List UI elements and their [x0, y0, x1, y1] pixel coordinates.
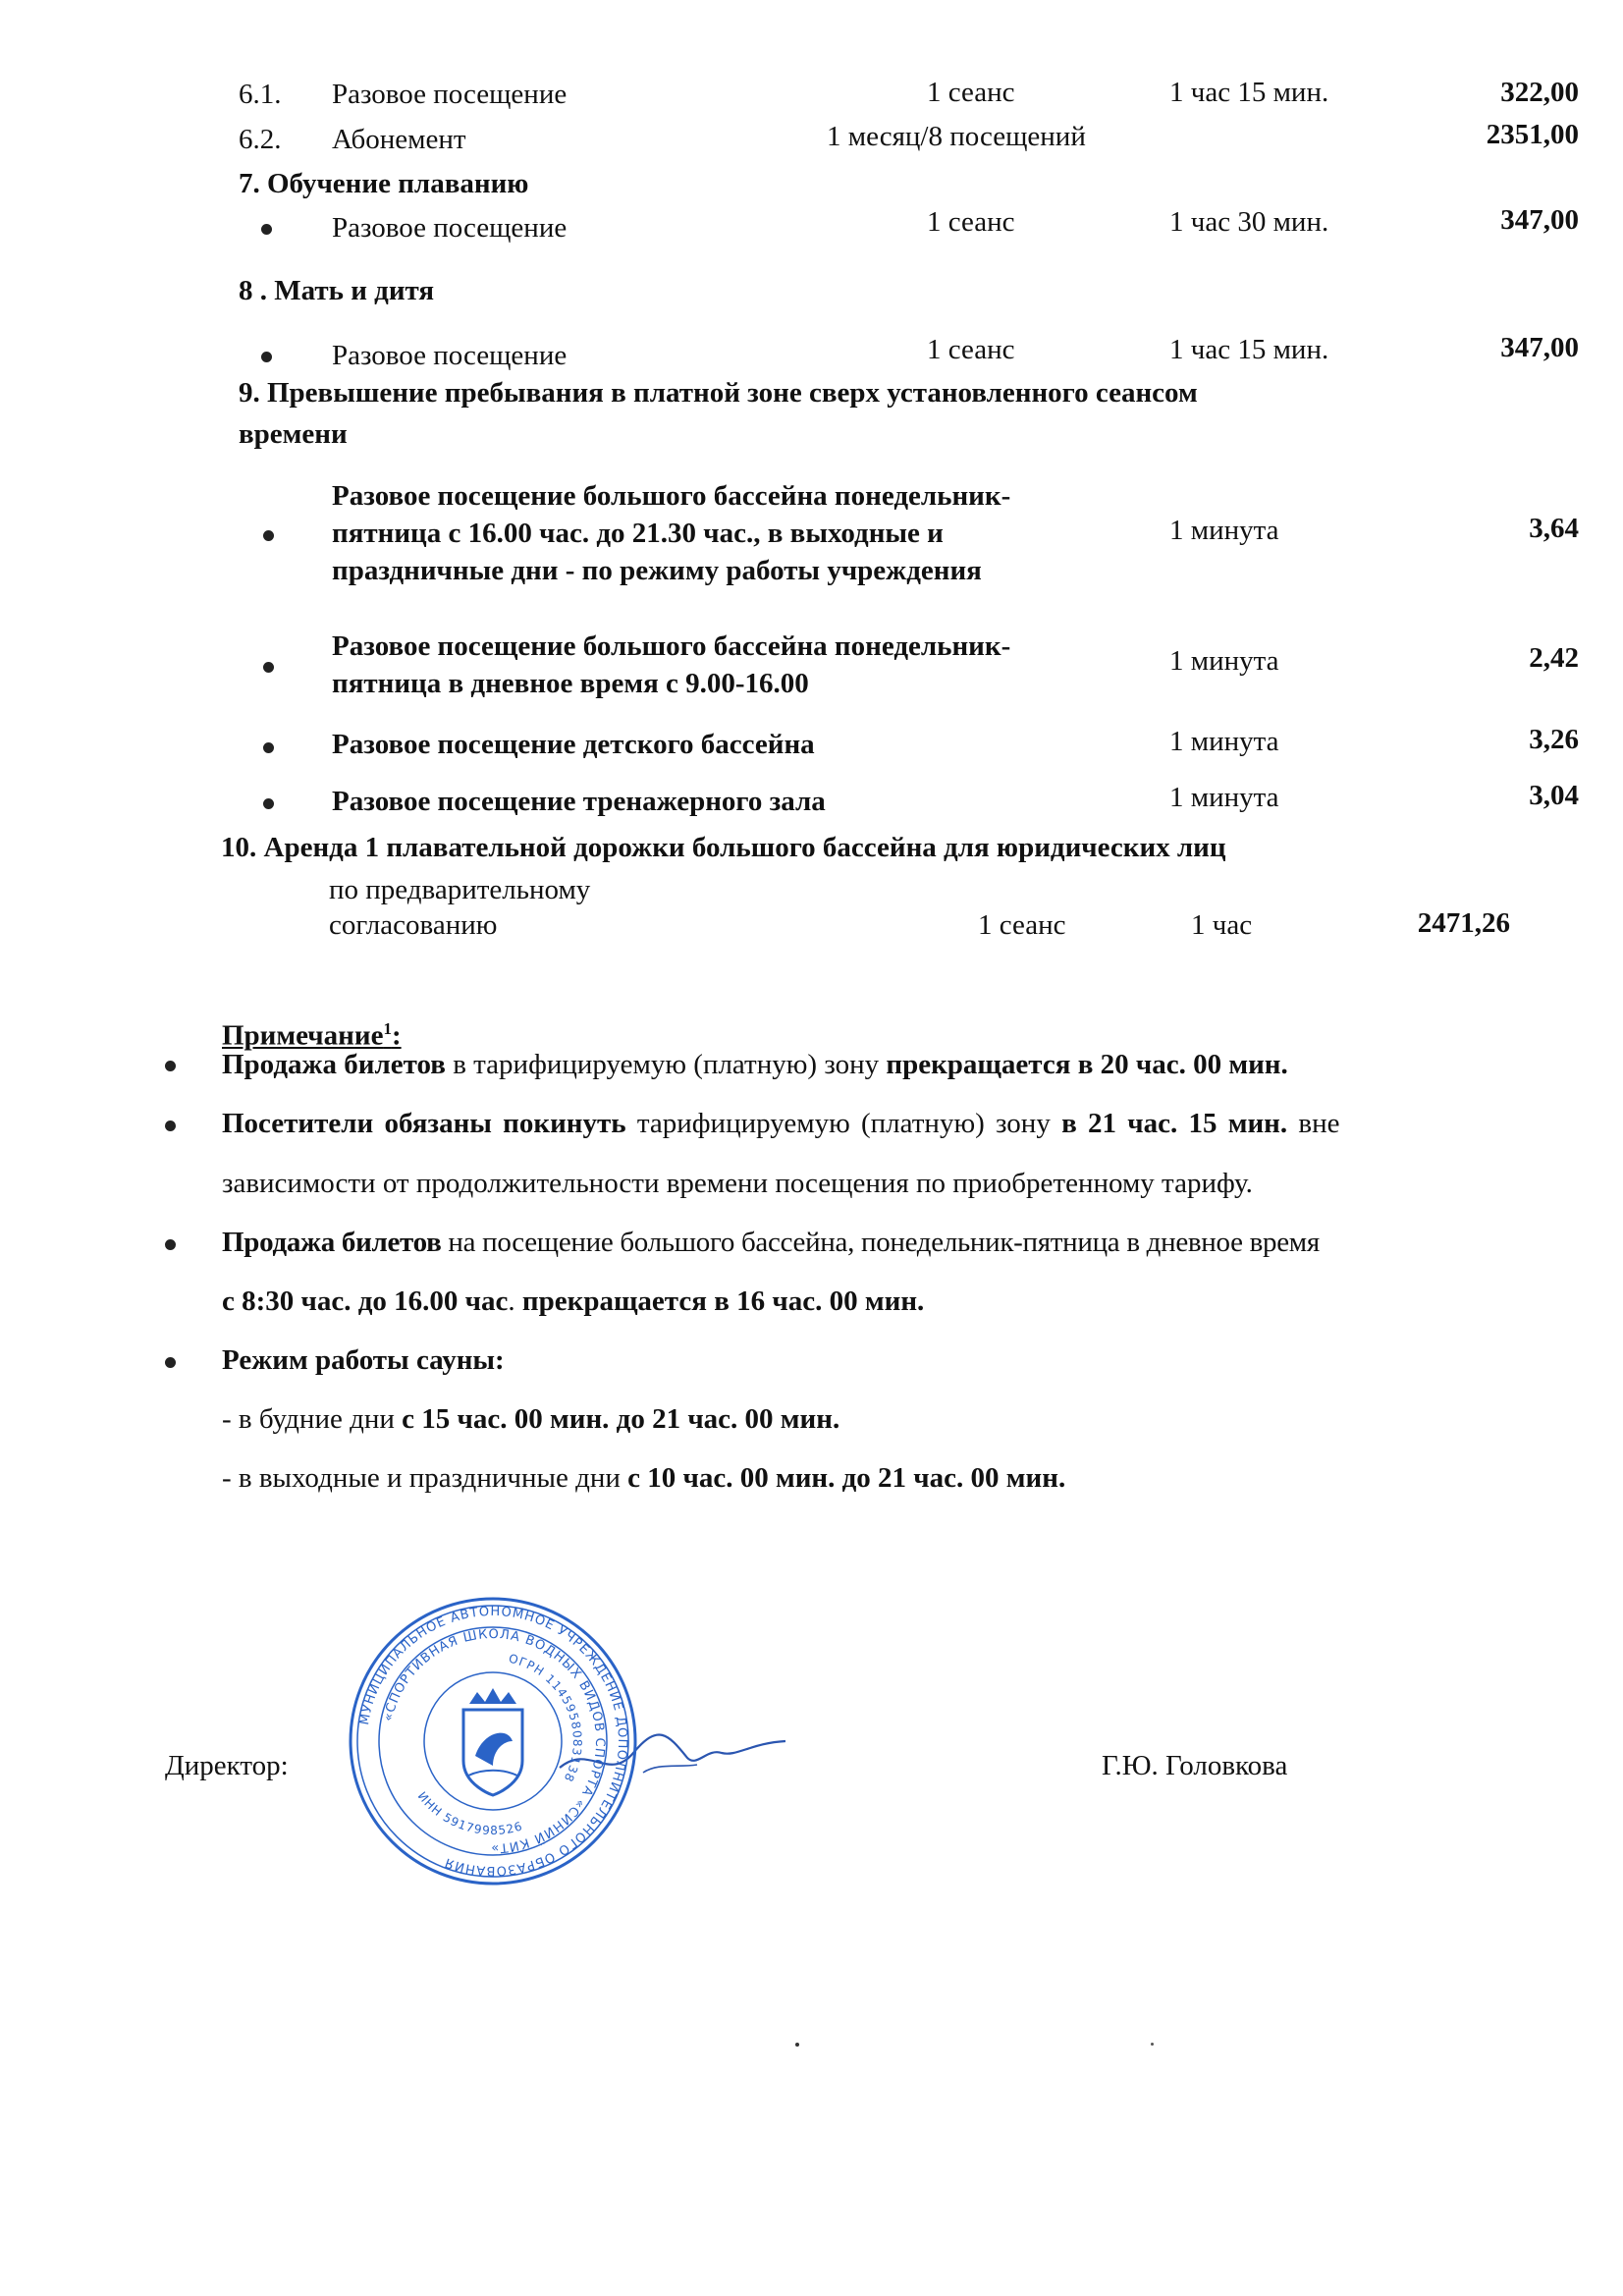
service-name: Разовое посещение: [332, 79, 568, 110]
price-cell: 3,64: [1529, 513, 1579, 544]
price-cell: 347,00: [1500, 332, 1579, 363]
service-name: Разовое посещение детского бассейна: [332, 729, 815, 760]
note-item-cont: - в выходные и праздничные дни с 10 час. 00 мин. до 21 час. 00 мин.: [222, 1462, 1066, 1494]
scan-dot: [795, 2043, 799, 2047]
note-item-cont: с 8:30 час. до 16.00 час. прекращается в 16 час. 00 мин.: [222, 1285, 925, 1317]
service-name: Разовое посещение тренажерного зала: [332, 786, 826, 817]
service-name-cont: пятница с 16.00 час. до 21.30 час., в выходные и: [332, 518, 944, 549]
bullet-icon: [263, 530, 274, 541]
price-cell: 2471,26: [1417, 907, 1510, 939]
unit-cell: 1 сеанс: [978, 909, 1066, 941]
note-item-cont: зависимости от продолжительности времени посещения по приобретенному тарифу.: [222, 1168, 1253, 1199]
note-item: Продажа билетов в тарифицируемую (платную) зону прекращается в 20 час. 00 мин.: [222, 1049, 1288, 1080]
price-cell: 3,04: [1529, 780, 1579, 811]
scan-dot: [1151, 2043, 1154, 2046]
service-name: Разовое посещение большого бассейна понедельник-: [332, 480, 1011, 512]
price-cell: 3,26: [1529, 724, 1579, 755]
svg-text:МУНИЦИПАЛЬНОЕ АВТОНОМНОЕ УЧРЕЖ: МУНИЦИПАЛЬНОЕ АВТОНОМНОЕ УЧРЕЖДЕНИЕ ДОПОЛНИТЕЛЬНОГО ОБРАЗОВАНИЯ: [357, 1604, 630, 1879]
unit-cell: 1 минута: [1169, 782, 1279, 813]
bullet-icon: [263, 662, 274, 673]
section-title: 8 . Мать и дитя: [239, 275, 435, 306]
duration-cell: 1 час: [1191, 909, 1253, 941]
unit-cell: 1 сеанс: [927, 206, 1015, 238]
section-title: 7. Обучение плаванию: [239, 168, 529, 199]
bullet-icon: [263, 742, 274, 753]
note-item-cont: - в будние дни с 15 час. 00 мин. до 21 час. 00 мин.: [222, 1403, 840, 1435]
price-cell: 322,00: [1500, 77, 1579, 108]
unit-cell: 1 сеанс: [927, 334, 1015, 365]
service-name-cont: пятница в дневное время с 9.00-16.00: [332, 668, 809, 699]
unit-cell: 1 минута: [1169, 645, 1279, 677]
bullet-icon: [165, 1239, 176, 1250]
section-title-cont: времени: [239, 418, 348, 450]
svg-text:«СПОРТИВНАЯ ШКОЛА ВОДНЫХ ВИДОВ: «СПОРТИВНАЯ ШКОЛА ВОДНЫХ ВИДОВ СПОРТА «СИНИЙ КИТ»: [381, 1626, 608, 1856]
section-title: 10. Аренда 1 плавательной дорожки большого бассейна для юридических лиц: [221, 832, 1226, 863]
bullet-icon: [165, 1121, 176, 1131]
note-item: Режим работы сауны:: [222, 1344, 505, 1376]
service-name: Абонемент: [332, 124, 466, 155]
section-title: 9. Превышение пребывания в платной зоне сверх установленного сеансом: [239, 377, 1198, 409]
signature-role: Директор:: [165, 1750, 289, 1781]
bullet-icon: [165, 1357, 176, 1368]
unit-cell: 1 минута: [1169, 515, 1279, 546]
row-number: 6.2.: [239, 124, 282, 155]
unit-cell: 1 сеанс: [927, 77, 1015, 108]
bullet-icon: [261, 224, 272, 235]
unit-cell: 1 минута: [1169, 726, 1279, 757]
service-name: по предварительному: [329, 874, 591, 905]
price-cell: 2,42: [1529, 642, 1579, 674]
svg-text:ИНН 5917998526: ИНН 5917998526: [414, 1788, 525, 1838]
duration-cell: 1 час 30 мин.: [1169, 206, 1329, 238]
row-number: 6.1.: [239, 79, 282, 110]
svg-text:ОГРН 1145958083138: ОГРН 1145958083138: [507, 1651, 585, 1785]
duration-cell: 1 час 15 мин.: [1169, 334, 1329, 365]
bullet-icon: [261, 352, 272, 362]
bullet-icon: [165, 1061, 176, 1071]
bullet-icon: [263, 798, 274, 809]
service-name: Разовое посещение: [332, 212, 568, 244]
duration-cell: 1 час 15 мин.: [1169, 77, 1329, 108]
unit-cell: 1 месяц/8 посещений: [827, 121, 1086, 152]
note-item: Продажа билетов на посещение большого бассейна, понедельник-пятница в дневное время: [222, 1227, 1320, 1258]
organization-stamp: [346, 1594, 640, 1888]
service-name: Разовое посещение: [332, 340, 568, 371]
service-name-cont: согласованию: [329, 909, 498, 941]
price-cell: 2351,00: [1486, 119, 1579, 150]
signature-name: Г.Ю. Головкова: [1102, 1750, 1288, 1781]
service-name: Разовое посещение большого бассейна понедельник-: [332, 630, 1011, 662]
note-heading: Примечание$^1$:: [222, 1019, 402, 1052]
price-cell: 347,00: [1500, 204, 1579, 236]
note-item: Посетители обязаны покинуть тарифицируемую (платную) зону в 21 час. 15 мин. вне: [222, 1108, 1340, 1139]
service-name-cont: праздничные дни - по режиму работы учреждения: [332, 555, 982, 586]
